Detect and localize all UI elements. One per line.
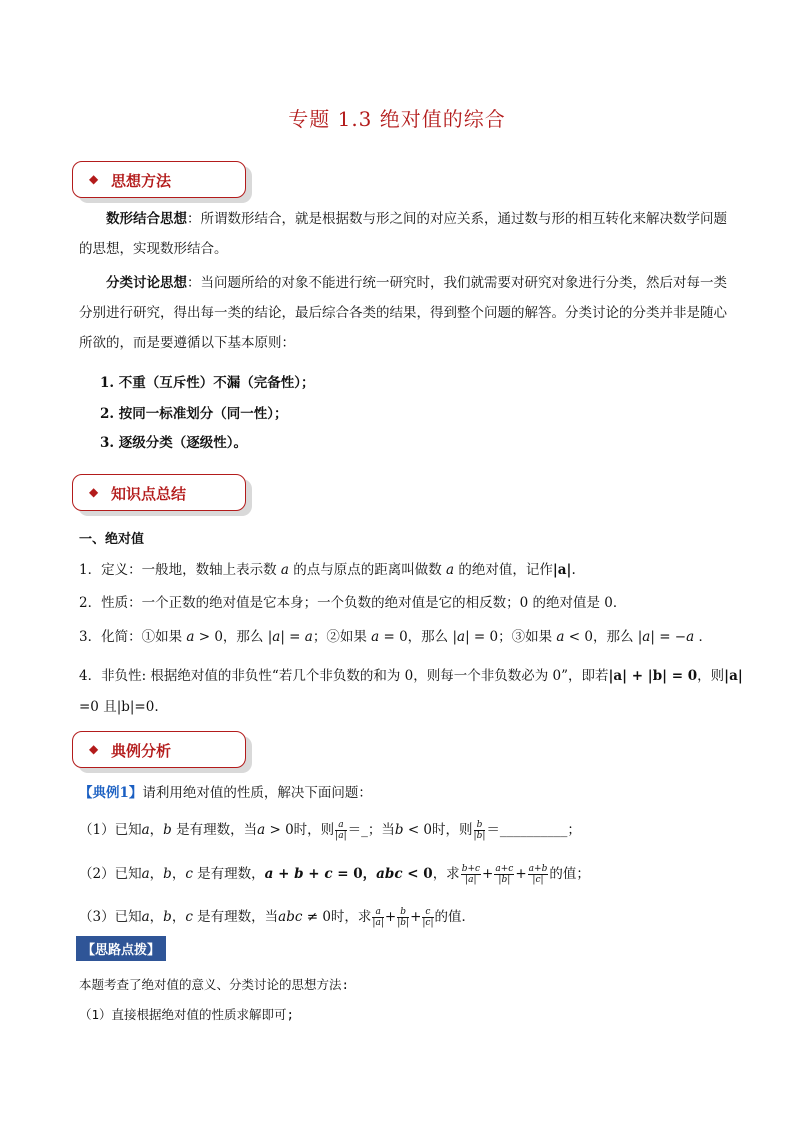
- hint-line-1: 本题考查了绝对值的意义、分类讨论的思想方法:: [79, 977, 350, 992]
- rule-1: 1. 不重（互斥性）不漏（完备性）；: [100, 375, 315, 391]
- hint-badge: 【思路点拨】: [76, 936, 166, 961]
- section-header-methods: [72, 161, 246, 198]
- summary-item-2: 2．性质：一个正数的绝对值是它本身；一个负数的绝对值是它的相反数；0 的绝对值是 0．: [79, 595, 627, 611]
- rule-2: 2. 按同一标准划分（同一性）；: [100, 406, 288, 422]
- paragraph-classification: 分类讨论思想：当问题所给的对象不能进行统一研究时，我们就需要对研究对象进行分类，然后对每一类分别进行研究，得出每一类的结论，最后综合各类的结果，得到整个问题的解答。分类讨论的分类并非是随心所欲的，而是要遵循以下基本原则：: [79, 275, 727, 351]
- section-label: 典例分析: [111, 742, 172, 760]
- section-label: 知识点总结: [111, 485, 187, 503]
- summary-item-4-cont: =0 且|b|=0.: [79, 699, 159, 715]
- example-question-1: （1）已知a，b 是有理数，当a > 0时，则 $\frac{a}{|a|}$ ＝_；当b < 0时，则 $\frac{b}{|b|}$ ＝__________；: [79, 820, 581, 841]
- example-question-2: （2）已知a，b，c 是有理数，a + b + c = 0，abc < 0，求 $\frac{b+c}{|a|}$ + $\frac{a+c}{|b|}$ + $\frac{a+b}{|c|}$ 的值；: [79, 864, 590, 885]
- summary-item-1: 1．定义：一般地，数轴上表示数 a 的点与原点的距离叫做数 a 的绝对值，记作|a|.: [79, 562, 576, 578]
- section-label: 思想方法: [111, 172, 172, 190]
- summary-item-4: 4．非负性: 根据绝对值的非负性“若几个非负数的和为 0，则每一个非负数必为 0”，即若|a| + |b| = 0，则|a|: [79, 668, 743, 684]
- summary-item-3: 3．化简：①如果 a > 0，那么 |a| = a；②如果 a = 0，那么 |a| = 0；③如果 a < 0，那么 |a| = −a ．: [79, 629, 712, 645]
- hint-line-2: （1）直接根据绝对值的性质求解即可;: [79, 1007, 295, 1022]
- section-header-examples: [72, 731, 246, 768]
- example-intro: 【典例1】请利用绝对值的性质，解决下面问题：: [79, 785, 372, 801]
- subheading-absolute-value: 一、绝对值: [79, 532, 145, 547]
- diamond-icon: ◆: [89, 172, 99, 186]
- diamond-icon: ◆: [89, 485, 99, 499]
- page-title: 专题 1.3 绝对值的综合: [288, 107, 506, 131]
- example-question-3: （3）已知a，b，c 是有理数，当abc ≠ 0时，求 $\frac{a}{|a|}$ + $\frac{b}{|b|}$ + $\frac{c}{|c|}$ 的值．: [79, 907, 476, 928]
- paragraph-shape-number: 数形结合思想：所谓数形结合，就是根据数与形之间的对应关系，通过数与形的相互转化来解决数学问题的思想，实现数形结合。: [79, 211, 727, 257]
- rule-3: 3. 逐级分类（逐级性）。: [100, 435, 248, 451]
- diamond-icon: ◆: [89, 742, 99, 756]
- section-header-summary: [72, 474, 246, 511]
